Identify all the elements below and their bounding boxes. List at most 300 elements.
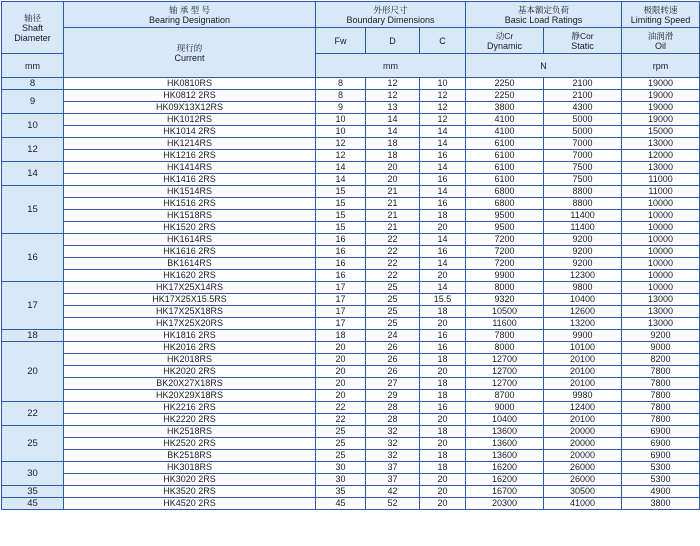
fw-cell: 15 (316, 222, 366, 234)
d-cell: 12 (366, 90, 420, 102)
designation-cell: HK0810RS (64, 78, 316, 90)
table-row (2, 318, 700, 330)
designation-cell: HK3020 2RS (64, 474, 316, 486)
designation-cell: HK2520 2RS (64, 438, 316, 450)
shaft-diameter-cell: 8 (2, 78, 64, 90)
dynamic-load-cell: 9320 (466, 294, 544, 306)
c-cell: 20 (420, 498, 466, 510)
static-load-cell: 41000 (544, 498, 622, 510)
static-load-cell: 5000 (544, 114, 622, 126)
dynamic-load-cell: 2250 (466, 90, 544, 102)
c-cell: 16 (420, 174, 466, 186)
d-cell: 25 (366, 282, 420, 294)
fw-cell: 25 (316, 438, 366, 450)
designation-cell: HK1014 2RS (64, 126, 316, 138)
c-cell: 18 (420, 354, 466, 366)
designation-cell: HK1514RS (64, 186, 316, 198)
oil-speed-cell: 10000 (622, 198, 700, 210)
d-cell: 28 (366, 414, 420, 426)
oil-speed-cell: 10000 (622, 246, 700, 258)
c-cell: 16 (420, 342, 466, 354)
c-cell: 14 (420, 282, 466, 294)
designation-cell: HK17X25X14RS (64, 282, 316, 294)
d-cell: 20 (366, 162, 420, 174)
boundary-unit: mm (316, 54, 466, 78)
designation-cell: HK1614RS (64, 234, 316, 246)
designation-cell: HK17X25X20RS (64, 318, 316, 330)
d-cell: 22 (366, 234, 420, 246)
fw-cell: 8 (316, 90, 366, 102)
designation-cell: BK20X27X18RS (64, 378, 316, 390)
c-cell: 16 (420, 150, 466, 162)
designation-cell: HK1012RS (64, 114, 316, 126)
dynamic-load-cell: 12700 (466, 378, 544, 390)
oil-speed-cell: 6900 (622, 438, 700, 450)
table-row (2, 366, 700, 378)
oil-speed-cell: 10000 (622, 282, 700, 294)
d-cell: 21 (366, 198, 420, 210)
speed-header: 极限转速 Limiting Speed (622, 2, 700, 28)
fw-cell: 9 (316, 102, 366, 114)
static-load-cell: 2100 (544, 78, 622, 90)
dynamic-load-cell: 7200 (466, 258, 544, 270)
oil-speed-cell: 9000 (622, 342, 700, 354)
dynamic-load-cell: 10500 (466, 306, 544, 318)
designation-cell: HK2220 2RS (64, 414, 316, 426)
oil-speed-cell: 5300 (622, 462, 700, 474)
table-row (2, 234, 700, 246)
fw-cell: 16 (316, 258, 366, 270)
c-cell: 20 (420, 414, 466, 426)
c-cell: 20 (420, 474, 466, 486)
shaft-diameter-cell: 16 (2, 234, 64, 282)
fw-cell: 15 (316, 210, 366, 222)
d-cell: 37 (366, 474, 420, 486)
table-row (2, 330, 700, 342)
c-cell: 20 (420, 366, 466, 378)
oil-speed-cell: 8200 (622, 354, 700, 366)
table-row (2, 162, 700, 174)
fw-cell: 25 (316, 450, 366, 462)
c-cell: 14 (420, 138, 466, 150)
d-cell: 14 (366, 114, 420, 126)
static-load-cell: 9200 (544, 258, 622, 270)
static-load-cell: 4300 (544, 102, 622, 114)
oil-header: 油润滑 Oil (622, 28, 700, 54)
dynamic-load-cell: 7200 (466, 234, 544, 246)
static-load-cell: 20100 (544, 378, 622, 390)
fw-cell: 22 (316, 402, 366, 414)
c-cell: 18 (420, 210, 466, 222)
c-cell: 14 (420, 162, 466, 174)
static-load-cell: 11400 (544, 210, 622, 222)
fw-cell: 14 (316, 174, 366, 186)
dynamic-load-cell: 4100 (466, 114, 544, 126)
static-load-cell: 11400 (544, 222, 622, 234)
d-cell: 25 (366, 318, 420, 330)
load-header: 基本额定负荷 Basic Load Ratings (466, 2, 622, 28)
fw-cell: 16 (316, 234, 366, 246)
table-body (2, 78, 700, 510)
shaft-unit: mm (2, 54, 64, 78)
dynamic-load-cell: 9500 (466, 222, 544, 234)
designation-cell: HK1414RS (64, 162, 316, 174)
designation-cell: HK1520 2RS (64, 222, 316, 234)
fw-cell: 22 (316, 414, 366, 426)
table-row (2, 114, 700, 126)
designation-cell: HK0812 2RS (64, 90, 316, 102)
static-load-cell: 7500 (544, 174, 622, 186)
table-row (2, 198, 700, 210)
table-row (2, 102, 700, 114)
dynamic-load-cell: 11600 (466, 318, 544, 330)
dynamic-load-cell: 8000 (466, 342, 544, 354)
d-cell: 52 (366, 498, 420, 510)
static-load-cell: 8800 (544, 198, 622, 210)
fw-cell: 20 (316, 366, 366, 378)
dynamic-load-cell: 8000 (466, 282, 544, 294)
fw-cell: 18 (316, 330, 366, 342)
speed-unit: rpm (622, 54, 700, 78)
c-cell: 20 (420, 270, 466, 282)
bearing-table (1, 1, 700, 510)
d-cell: 28 (366, 402, 420, 414)
shaft-diameter-cell: 45 (2, 498, 64, 510)
c-cell: 18 (420, 462, 466, 474)
table-row (2, 210, 700, 222)
oil-speed-cell: 10000 (622, 222, 700, 234)
table-row (2, 222, 700, 234)
fw-cell: 12 (316, 150, 366, 162)
d-cell: 22 (366, 258, 420, 270)
dynamic-load-cell: 13600 (466, 438, 544, 450)
designation-cell: HK1616 2RS (64, 246, 316, 258)
dynamic-load-cell: 9000 (466, 402, 544, 414)
fw-cell: 15 (316, 186, 366, 198)
d-cell: 22 (366, 246, 420, 258)
c-cell: 16 (420, 330, 466, 342)
designation-subheader: 现行的 Current (64, 28, 316, 78)
shaft-diameter-cell: 15 (2, 186, 64, 234)
dynamic-header: 动Cr Dynamic (466, 28, 544, 54)
dynamic-load-cell: 16200 (466, 462, 544, 474)
oil-speed-cell: 10000 (622, 270, 700, 282)
shaft-diameter-cell: 14 (2, 162, 64, 186)
fw-cell: 35 (316, 486, 366, 498)
shaft-diameter-cell: 18 (2, 330, 64, 342)
oil-speed-cell: 10000 (622, 234, 700, 246)
c-cell: 18 (420, 378, 466, 390)
oil-speed-cell: 12000 (622, 150, 700, 162)
designation-cell: HK1816 2RS (64, 330, 316, 342)
static-load-cell: 9900 (544, 330, 622, 342)
designation-cell: BK2518RS (64, 450, 316, 462)
shaft-diameter-cell: 12 (2, 138, 64, 162)
designation-cell: HK1416 2RS (64, 174, 316, 186)
table-row (2, 414, 700, 426)
c-header: C (420, 28, 466, 54)
table-row (2, 174, 700, 186)
designation-cell: HK17X25X18RS (64, 306, 316, 318)
c-cell: 10 (420, 78, 466, 90)
fw-cell: 10 (316, 126, 366, 138)
table-row (2, 306, 700, 318)
dynamic-load-cell: 6800 (466, 186, 544, 198)
table-row (2, 342, 700, 354)
d-cell: 32 (366, 438, 420, 450)
d-cell: 27 (366, 378, 420, 390)
static-load-cell: 13200 (544, 318, 622, 330)
oil-speed-cell: 4900 (622, 486, 700, 498)
d-cell: 12 (366, 78, 420, 90)
designation-cell: HK4520 2RS (64, 498, 316, 510)
shaft-diameter-cell: 22 (2, 402, 64, 426)
static-load-cell: 26000 (544, 474, 622, 486)
c-cell: 14 (420, 234, 466, 246)
table-row (2, 126, 700, 138)
table-row (2, 186, 700, 198)
oil-speed-cell: 15000 (622, 126, 700, 138)
table-row (2, 150, 700, 162)
oil-speed-cell: 19000 (622, 78, 700, 90)
table-header (2, 2, 700, 78)
oil-speed-cell: 9200 (622, 330, 700, 342)
designation-header: 轴 承 型 号 Bearing Designation (64, 2, 316, 28)
c-cell: 15.5 (420, 294, 466, 306)
oil-speed-cell: 19000 (622, 90, 700, 102)
designation-cell: HK1518RS (64, 210, 316, 222)
static-load-cell: 2100 (544, 90, 622, 102)
fw-cell: 17 (316, 294, 366, 306)
dynamic-load-cell: 6100 (466, 150, 544, 162)
d-cell: 26 (366, 354, 420, 366)
static-load-cell: 20100 (544, 354, 622, 366)
dynamic-load-cell: 6100 (466, 162, 544, 174)
oil-speed-cell: 19000 (622, 114, 700, 126)
fw-cell: 16 (316, 246, 366, 258)
static-load-cell: 20000 (544, 438, 622, 450)
fw-cell: 30 (316, 462, 366, 474)
oil-speed-cell: 7800 (622, 414, 700, 426)
d-cell: 14 (366, 126, 420, 138)
dynamic-load-cell: 8700 (466, 390, 544, 402)
shaft-header: 轴径 Shaft Diameter (2, 2, 64, 54)
d-cell: 18 (366, 150, 420, 162)
designation-cell: BK1614RS (64, 258, 316, 270)
dynamic-load-cell: 12700 (466, 354, 544, 366)
oil-speed-cell: 6900 (622, 450, 700, 462)
static-load-cell: 20100 (544, 414, 622, 426)
d-cell: 21 (366, 210, 420, 222)
c-cell: 14 (420, 258, 466, 270)
static-load-cell: 20000 (544, 426, 622, 438)
d-cell: 32 (366, 426, 420, 438)
d-cell: 20 (366, 174, 420, 186)
dynamic-load-cell: 2250 (466, 78, 544, 90)
oil-speed-cell: 13000 (622, 138, 700, 150)
dynamic-load-cell: 16700 (466, 486, 544, 498)
static-header: 静Cor Static (544, 28, 622, 54)
static-load-cell: 10100 (544, 342, 622, 354)
designation-cell: HK2018RS (64, 354, 316, 366)
oil-speed-cell: 11000 (622, 174, 700, 186)
table-row (2, 138, 700, 150)
fw-cell: 15 (316, 198, 366, 210)
dynamic-load-cell: 13600 (466, 426, 544, 438)
static-load-cell: 7500 (544, 162, 622, 174)
static-load-cell: 8800 (544, 186, 622, 198)
c-cell: 20 (420, 318, 466, 330)
table-row (2, 282, 700, 294)
fw-cell: 10 (316, 114, 366, 126)
oil-speed-cell: 7800 (622, 402, 700, 414)
oil-speed-cell: 13000 (622, 162, 700, 174)
static-load-cell: 7000 (544, 150, 622, 162)
table-row (2, 390, 700, 402)
d-cell: 21 (366, 186, 420, 198)
fw-cell: 20 (316, 378, 366, 390)
table-row (2, 450, 700, 462)
c-cell: 12 (420, 114, 466, 126)
designation-cell: HK2020 2RS (64, 366, 316, 378)
shaft-diameter-cell: 17 (2, 282, 64, 330)
dynamic-load-cell: 10400 (466, 414, 544, 426)
designation-cell: HK1620 2RS (64, 270, 316, 282)
static-load-cell: 7000 (544, 138, 622, 150)
fw-cell: 20 (316, 342, 366, 354)
d-cell: 18 (366, 138, 420, 150)
c-cell: 12 (420, 102, 466, 114)
d-cell: 26 (366, 342, 420, 354)
dynamic-load-cell: 6800 (466, 198, 544, 210)
fw-cell: 14 (316, 162, 366, 174)
load-unit: N (466, 54, 622, 78)
dynamic-load-cell: 12700 (466, 366, 544, 378)
fw-cell: 17 (316, 318, 366, 330)
fw-cell: 17 (316, 282, 366, 294)
fw-cell: 30 (316, 474, 366, 486)
c-cell: 20 (420, 222, 466, 234)
fw-cell: 20 (316, 354, 366, 366)
oil-speed-cell: 10000 (622, 258, 700, 270)
d-cell: 22 (366, 270, 420, 282)
designation-cell: HK3018RS (64, 462, 316, 474)
dynamic-load-cell: 20300 (466, 498, 544, 510)
c-cell: 16 (420, 246, 466, 258)
static-load-cell: 9800 (544, 282, 622, 294)
shaft-diameter-cell: 30 (2, 462, 64, 486)
table-row (2, 258, 700, 270)
shaft-diameter-cell: 35 (2, 486, 64, 498)
c-cell: 14 (420, 186, 466, 198)
c-cell: 20 (420, 486, 466, 498)
static-load-cell: 12600 (544, 306, 622, 318)
oil-speed-cell: 19000 (622, 102, 700, 114)
table-row (2, 270, 700, 282)
fw-cell: 12 (316, 138, 366, 150)
designation-cell: HK2016 2RS (64, 342, 316, 354)
d-cell: 25 (366, 294, 420, 306)
designation-cell: HK17X25X15.5RS (64, 294, 316, 306)
fw-cell: 20 (316, 390, 366, 402)
fw-cell: 16 (316, 270, 366, 282)
table-row (2, 90, 700, 102)
static-load-cell: 12400 (544, 402, 622, 414)
oil-speed-cell: 13000 (622, 294, 700, 306)
d-cell: 21 (366, 222, 420, 234)
table-row (2, 246, 700, 258)
dynamic-load-cell: 6100 (466, 138, 544, 150)
oil-speed-cell: 5300 (622, 474, 700, 486)
d-cell: 25 (366, 306, 420, 318)
designation-cell: HK3520 2RS (64, 486, 316, 498)
fw-cell: 25 (316, 426, 366, 438)
static-load-cell: 9200 (544, 246, 622, 258)
static-load-cell: 10400 (544, 294, 622, 306)
shaft-diameter-cell: 25 (2, 426, 64, 462)
table-row (2, 294, 700, 306)
table-row (2, 462, 700, 474)
table-row (2, 438, 700, 450)
static-load-cell: 9980 (544, 390, 622, 402)
d-cell: 42 (366, 486, 420, 498)
designation-cell: HK1216 2RS (64, 150, 316, 162)
oil-speed-cell: 11000 (622, 186, 700, 198)
shaft-diameter-cell: 9 (2, 90, 64, 114)
c-cell: 16 (420, 402, 466, 414)
d-cell: 26 (366, 366, 420, 378)
designation-cell: HK20X29X18RS (64, 390, 316, 402)
static-load-cell: 20000 (544, 450, 622, 462)
oil-speed-cell: 7800 (622, 366, 700, 378)
dynamic-load-cell: 9900 (466, 270, 544, 282)
static-load-cell: 5000 (544, 126, 622, 138)
table-row (2, 354, 700, 366)
dynamic-load-cell: 3800 (466, 102, 544, 114)
c-cell: 18 (420, 390, 466, 402)
c-cell: 14 (420, 126, 466, 138)
d-cell: 32 (366, 450, 420, 462)
oil-speed-cell: 3800 (622, 498, 700, 510)
c-cell: 16 (420, 198, 466, 210)
fw-header: Fw (316, 28, 366, 54)
table-row (2, 402, 700, 414)
d-cell: 13 (366, 102, 420, 114)
fw-cell: 8 (316, 78, 366, 90)
static-load-cell: 30500 (544, 486, 622, 498)
static-load-cell: 26000 (544, 462, 622, 474)
designation-cell: HK1214RS (64, 138, 316, 150)
table-row (2, 426, 700, 438)
oil-speed-cell: 7800 (622, 378, 700, 390)
oil-speed-cell: 10000 (622, 210, 700, 222)
dynamic-load-cell: 4100 (466, 126, 544, 138)
bearing-spec-sheet (0, 1, 700, 546)
designation-cell: HK09X13X12RS (64, 102, 316, 114)
shaft-diameter-cell: 20 (2, 342, 64, 402)
static-load-cell: 20100 (544, 366, 622, 378)
dynamic-load-cell: 9500 (466, 210, 544, 222)
dynamic-load-cell: 7200 (466, 246, 544, 258)
shaft-diameter-cell: 10 (2, 114, 64, 138)
d-cell: 37 (366, 462, 420, 474)
dynamic-load-cell: 13600 (466, 450, 544, 462)
oil-speed-cell: 6900 (622, 426, 700, 438)
c-cell: 20 (420, 438, 466, 450)
dynamic-load-cell: 16200 (466, 474, 544, 486)
c-cell: 18 (420, 426, 466, 438)
designation-cell: HK2518RS (64, 426, 316, 438)
